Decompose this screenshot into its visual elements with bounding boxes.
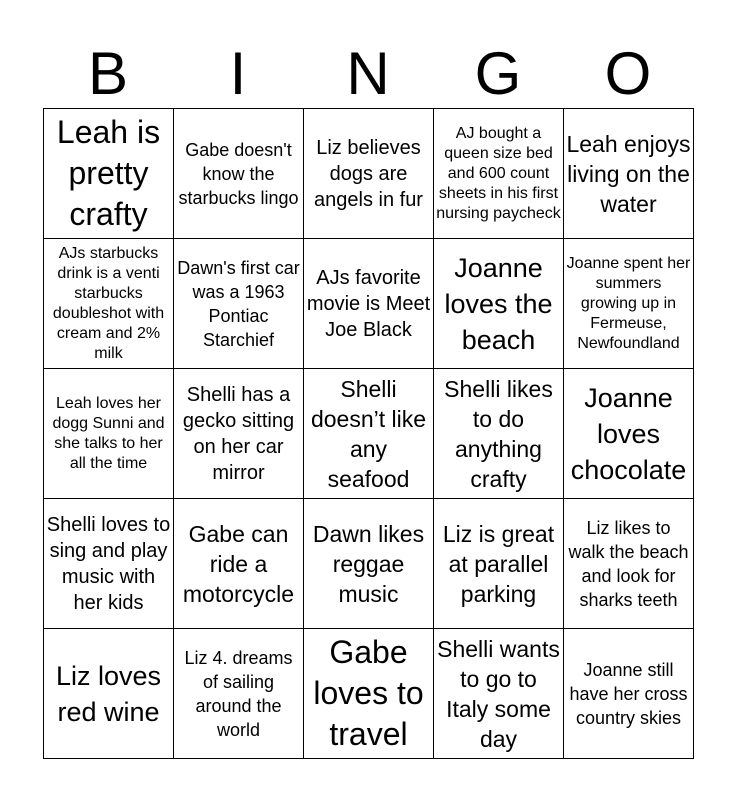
bingo-cell[interactable] xyxy=(564,369,694,499)
bingo-cell[interactable] xyxy=(434,629,564,759)
bingo-cell[interactable] xyxy=(304,629,434,759)
bingo-cell[interactable] xyxy=(174,369,304,499)
cell-text: Liz believes dogs are angels in fur xyxy=(314,136,423,211)
cell-text: Joanne spent her summers growing up in Fermeuse, Newfoundland xyxy=(566,254,691,352)
bingo-cell[interactable] xyxy=(564,629,694,759)
cell-text: Leah enjoys living on the water xyxy=(566,130,691,217)
cell-text: Shelli wants to go to Italy some day xyxy=(437,635,560,752)
cell-text: Shelli doesn’t like any seafood xyxy=(310,375,427,492)
header-letter-n: N xyxy=(346,40,390,107)
bingo-cell[interactable] xyxy=(44,499,174,629)
grid-row xyxy=(44,369,694,499)
cell-text: Leah loves her dogg Sunni and she talks to her all the time xyxy=(52,394,165,472)
cell-text: Dawn's first car was a 1963 Pontiac Starchief xyxy=(177,257,300,350)
header-letter-b: B xyxy=(87,40,129,107)
grid-row xyxy=(44,239,694,369)
bingo-cell[interactable] xyxy=(434,369,564,499)
cell-text: Dawn likes reggae music xyxy=(312,520,425,607)
bingo-cell[interactable] xyxy=(434,499,564,629)
cell-text: Shelli likes to do anything crafty xyxy=(444,375,553,492)
cell-text: Gabe loves to travel xyxy=(313,634,424,752)
cell-text: Gabe can ride a motorcycle xyxy=(182,520,295,607)
bingo-cell[interactable] xyxy=(44,369,174,499)
grid-row xyxy=(44,629,694,759)
cell-text: AJs favorite movie is Meet Joe Black xyxy=(306,266,431,341)
grid-row xyxy=(44,109,694,239)
cell-text: Liz loves red wine xyxy=(55,660,162,727)
bingo-cell[interactable] xyxy=(304,109,434,239)
bingo-cell[interactable] xyxy=(434,239,564,369)
bingo-cell[interactable] xyxy=(564,239,694,369)
bingo-grid xyxy=(43,108,694,759)
cell-text: Gabe doesn't know the starbucks lingo xyxy=(178,139,299,208)
header-letter-o: O xyxy=(604,40,652,107)
bingo-cell[interactable] xyxy=(44,629,174,759)
bingo-cell[interactable] xyxy=(304,239,434,369)
bingo-cell[interactable] xyxy=(564,109,694,239)
bingo-cell[interactable] xyxy=(44,109,174,239)
bingo-cell[interactable] xyxy=(44,239,174,369)
bingo-cell[interactable] xyxy=(174,499,304,629)
bingo-cell[interactable] xyxy=(174,109,304,239)
header-letter-g: G xyxy=(474,40,522,107)
cell-text: AJs starbucks drink is a venti starbucks doubleshot with cream and 2% milk xyxy=(52,244,165,362)
cell-text: Shelli loves to sing and play music with her kids xyxy=(46,513,171,614)
cell-text: Liz is great at parallel parking xyxy=(442,520,555,607)
bingo-header xyxy=(43,40,693,108)
header-letter-i: I xyxy=(229,40,247,107)
bingo-cell[interactable] xyxy=(434,109,564,239)
cell-text: Joanne loves the beach xyxy=(444,252,553,355)
cell-text: Liz 4. dreams of sailing around the world xyxy=(184,647,293,740)
cell-text: Liz likes to walk the beach and look for sharks teeth xyxy=(568,517,689,610)
bingo-cell[interactable] xyxy=(304,369,434,499)
bingo-cell[interactable] xyxy=(304,499,434,629)
cell-text: Joanne loves chocolate xyxy=(570,382,687,485)
bingo-cell[interactable] xyxy=(174,629,304,759)
cell-text: Shelli has a gecko sitting on her car mirror xyxy=(182,383,295,484)
cell-text: AJ bought a queen size bed and 600 count sheets in his first nursing paycheck xyxy=(436,124,561,222)
cell-text: Leah is pretty crafty xyxy=(56,114,161,232)
bingo-cell[interactable] xyxy=(174,239,304,369)
bingo-cell[interactable] xyxy=(564,499,694,629)
grid-row xyxy=(44,499,694,629)
cell-text: Joanne still have her cross country skies xyxy=(569,659,688,728)
